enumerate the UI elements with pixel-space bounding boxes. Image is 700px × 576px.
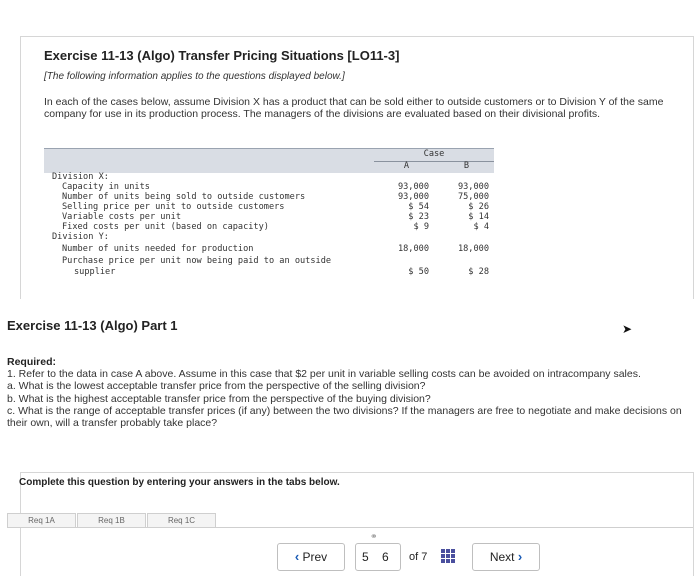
data-table — [44, 148, 494, 288]
question-1: 1. Refer to the data in case A above. Assume in this case that $2 per unit in variable selling costs can be avoided on intracompany sales. — [7, 368, 641, 381]
table-cell-b: 18,000 — [457, 244, 489, 254]
table-cell-b: $ 14 — [468, 212, 489, 222]
table-row-label: Variable costs per unit — [62, 212, 181, 222]
question-a: a. What is the lowest acceptable transfer price from the perspective of the selling division? — [7, 380, 426, 393]
table-header-a: A — [403, 161, 410, 171]
grid-icon[interactable] — [441, 549, 455, 563]
next-button[interactable] — [472, 543, 540, 571]
table-header-case: Case — [374, 149, 494, 162]
tab-req-1c[interactable]: Req 1C — [147, 513, 216, 528]
table-row-label: Division Y: — [52, 232, 109, 242]
mouse-pointer-icon: ➤ — [622, 322, 633, 336]
tab-req-1a[interactable]: Req 1A — [7, 513, 76, 528]
exercise-intro: In each of the cases below, assume Division X has a product that can be sold either to outside customers or to Division Y of the same company for use in its production process. The managers of the divisions are evaluated based on their divisional profits. — [44, 96, 664, 120]
table-cell-a: $ 54 — [408, 202, 429, 212]
page-total: of 7 — [409, 551, 428, 563]
page-prev-number[interactable]: 5 — [362, 550, 369, 564]
table-cell-b: $ 28 — [468, 267, 489, 277]
question-b: b. What is the highest acceptable transfer price from the perspective of the buying division? — [7, 392, 431, 405]
table-row-label: Selling price per unit to outside customers — [62, 202, 285, 212]
table-cell-b: 75,000 — [457, 192, 489, 202]
next-label: Next — [489, 550, 515, 564]
table-cell-a: $ 9 — [413, 222, 429, 232]
tab-divider — [7, 527, 693, 528]
answer-instructions: Complete this question by entering your answers in the tabs below. — [19, 477, 340, 488]
table-cell-a: 93,000 — [397, 192, 429, 202]
table-cell-b: 93,000 — [457, 182, 489, 192]
prev-button[interactable] — [277, 543, 345, 571]
table-cell-a: $ 50 — [408, 267, 429, 277]
table-cell-a: 18,000 — [397, 244, 429, 254]
table-row-label: supplier — [74, 267, 116, 277]
chevron-left-icon: ‹ — [294, 549, 300, 564]
exercise-note: [The following information applies to the questions displayed below.] — [44, 71, 345, 82]
table-cell-b: $ 4 — [473, 222, 489, 232]
table-row-label: Number of units needed for production — [62, 244, 254, 254]
exercise-title: Exercise 11-13 (Algo) Transfer Pricing Situations [LO11-3] — [44, 48, 400, 63]
prev-label: Prev — [302, 550, 328, 564]
table-row-label: Division X: — [52, 172, 109, 182]
required-heading: Required: — [7, 356, 57, 368]
page-current-number[interactable]: 6 — [382, 550, 389, 564]
table-header-b: B — [463, 161, 470, 171]
table-row-label: Purchase price per unit now being paid to an outside — [62, 256, 332, 266]
table-cell-b: $ 26 — [468, 202, 489, 212]
question-c: c. What is the range of acceptable transfer prices (if any) between the two divisions? If the managers are free to negotiate and make decisions on their own, will a transfer probably take place? — [7, 404, 682, 430]
table-row-label: Number of units being sold to outside customers — [62, 192, 306, 202]
required-section — [7, 356, 695, 429]
part-title: Exercise 11-13 (Algo) Part 1 — [7, 318, 178, 333]
link-icon: ⚭ — [370, 531, 378, 541]
table-cell-a: 93,000 — [397, 182, 429, 192]
table-cell-a: $ 23 — [408, 212, 429, 222]
chevron-right-icon: › — [517, 549, 523, 564]
table-row-label: Fixed costs per unit (based on capacity) — [62, 222, 269, 232]
tab-req-1b[interactable]: Req 1B — [77, 513, 146, 528]
table-row-label: Capacity in units — [62, 182, 150, 192]
